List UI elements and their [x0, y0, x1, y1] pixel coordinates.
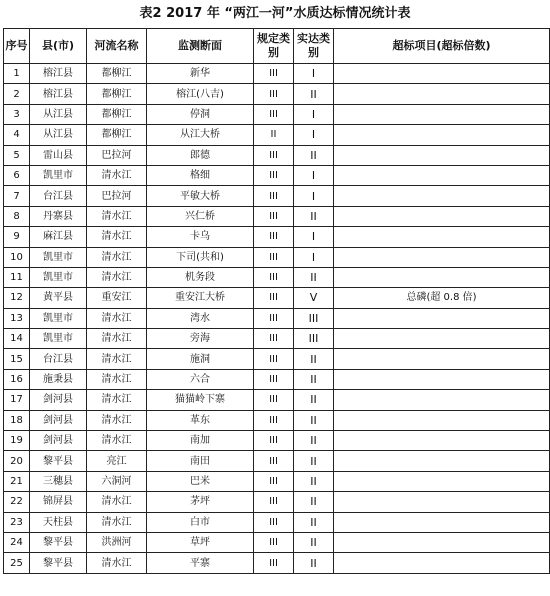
cell-section: 从江大桥 [147, 125, 254, 145]
cell-section: 新华 [147, 64, 254, 84]
cell-county: 黄平县 [30, 288, 87, 308]
cell-county: 黎平县 [30, 553, 87, 573]
cell-required-class: III [254, 288, 294, 308]
table-row [4, 329, 550, 349]
table-row [4, 553, 550, 573]
cell-actual-class: I [294, 165, 334, 185]
cell-river: 都柳江 [87, 84, 147, 104]
table-row [4, 512, 550, 532]
cell-river: 清水江 [87, 206, 147, 226]
cell-river: 都柳江 [87, 125, 147, 145]
water-quality-table [3, 28, 550, 574]
cell-actual-class: I [294, 104, 334, 124]
cell-required-class: III [254, 206, 294, 226]
table-row [4, 145, 550, 165]
cell-no: 19 [4, 431, 30, 451]
cell-river: 清水江 [87, 431, 147, 451]
cell-no: 16 [4, 369, 30, 389]
cell-river: 都柳江 [87, 64, 147, 84]
cell-county: 从江县 [30, 104, 87, 124]
cell-exceed-items [334, 247, 550, 267]
header-actual-class: 实达类别 [294, 29, 334, 64]
table-row [4, 390, 550, 410]
cell-exceed-items [334, 349, 550, 369]
cell-no: 25 [4, 553, 30, 573]
cell-exceed-items [334, 451, 550, 471]
table-row [4, 431, 550, 451]
cell-required-class: III [254, 512, 294, 532]
cell-exceed-items [334, 492, 550, 512]
cell-required-class: III [254, 267, 294, 287]
cell-no: 14 [4, 329, 30, 349]
cell-county: 天柱县 [30, 512, 87, 532]
cell-river: 清水江 [87, 329, 147, 349]
cell-actual-class: I [294, 247, 334, 267]
cell-county: 雷山县 [30, 145, 87, 165]
cell-county: 凯里市 [30, 165, 87, 185]
cell-county: 凯里市 [30, 308, 87, 328]
cell-county: 施秉县 [30, 369, 87, 389]
cell-exceed-items [334, 532, 550, 552]
cell-actual-class: II [294, 349, 334, 369]
cell-required-class: III [254, 165, 294, 185]
cell-exceed-items [334, 145, 550, 165]
cell-no: 3 [4, 104, 30, 124]
cell-actual-class: II [294, 492, 334, 512]
cell-river: 清水江 [87, 390, 147, 410]
cell-actual-class: II [294, 390, 334, 410]
cell-exceed-items [334, 186, 550, 206]
cell-exceed-items [334, 410, 550, 430]
cell-exceed-items [334, 104, 550, 124]
cell-no: 21 [4, 471, 30, 491]
table-row [4, 451, 550, 471]
cell-exceed-items [334, 512, 550, 532]
cell-river: 清水江 [87, 308, 147, 328]
cell-required-class: III [254, 186, 294, 206]
cell-county: 剑河县 [30, 410, 87, 430]
cell-no: 13 [4, 308, 30, 328]
cell-section: 榕江(八吉) [147, 84, 254, 104]
cell-required-class: III [254, 431, 294, 451]
cell-section: 重安江大桥 [147, 288, 254, 308]
table-row [4, 267, 550, 287]
cell-actual-class: II [294, 471, 334, 491]
table-row [4, 288, 550, 308]
cell-river: 清水江 [87, 512, 147, 532]
cell-required-class: III [254, 227, 294, 247]
cell-section: 旁海 [147, 329, 254, 349]
cell-section: 南加 [147, 431, 254, 451]
cell-required-class: III [254, 471, 294, 491]
cell-no: 22 [4, 492, 30, 512]
cell-county: 剑河县 [30, 390, 87, 410]
cell-actual-class: II [294, 369, 334, 389]
cell-required-class: III [254, 104, 294, 124]
cell-river: 巴拉河 [87, 145, 147, 165]
table-row [4, 227, 550, 247]
header-section: 监测断面 [147, 29, 254, 64]
cell-section: 巴米 [147, 471, 254, 491]
cell-river: 清水江 [87, 247, 147, 267]
cell-actual-class: I [294, 227, 334, 247]
table-row [4, 410, 550, 430]
table-row [4, 492, 550, 512]
cell-required-class: III [254, 308, 294, 328]
cell-actual-class: II [294, 512, 334, 532]
cell-section: 茅坪 [147, 492, 254, 512]
cell-river: 清水江 [87, 492, 147, 512]
cell-no: 8 [4, 206, 30, 226]
cell-actual-class: I [294, 186, 334, 206]
cell-section: 平敏大桥 [147, 186, 254, 206]
cell-actual-class: III [294, 308, 334, 328]
cell-river: 亮江 [87, 451, 147, 471]
cell-no: 9 [4, 227, 30, 247]
cell-no: 6 [4, 165, 30, 185]
cell-county: 榕江县 [30, 64, 87, 84]
table-row [4, 165, 550, 185]
cell-county: 台江县 [30, 349, 87, 369]
table-row [4, 104, 550, 124]
cell-exceed-items [334, 84, 550, 104]
cell-actual-class: II [294, 410, 334, 430]
cell-section: 南田 [147, 451, 254, 471]
cell-exceed-items [334, 369, 550, 389]
cell-no: 12 [4, 288, 30, 308]
cell-county: 黎平县 [30, 532, 87, 552]
cell-actual-class: II [294, 451, 334, 471]
cell-required-class: III [254, 410, 294, 430]
cell-county: 麻江县 [30, 227, 87, 247]
cell-county: 凯里市 [30, 247, 87, 267]
cell-no: 7 [4, 186, 30, 206]
cell-required-class: III [254, 64, 294, 84]
cell-exceed-items [334, 165, 550, 185]
cell-actual-class: II [294, 431, 334, 451]
cell-section: 卡乌 [147, 227, 254, 247]
cell-county: 台江县 [30, 186, 87, 206]
cell-required-class: III [254, 84, 294, 104]
cell-river: 清水江 [87, 369, 147, 389]
cell-actual-class: II [294, 532, 334, 552]
cell-section: 革东 [147, 410, 254, 430]
cell-county: 凯里市 [30, 329, 87, 349]
table-row [4, 64, 550, 84]
cell-required-class: III [254, 349, 294, 369]
cell-exceed-items [334, 64, 550, 84]
cell-actual-class: II [294, 267, 334, 287]
cell-river: 洪洲河 [87, 532, 147, 552]
cell-section: 六合 [147, 369, 254, 389]
cell-no: 24 [4, 532, 30, 552]
cell-exceed-items: 总磷(超 0.8 倍) [334, 288, 550, 308]
cell-required-class: III [254, 532, 294, 552]
cell-river: 清水江 [87, 349, 147, 369]
cell-exceed-items [334, 227, 550, 247]
header-exceed-items: 超标项目(超标倍数) [334, 29, 550, 64]
cell-county: 凯里市 [30, 267, 87, 287]
cell-exceed-items [334, 553, 550, 573]
cell-section: 格细 [147, 165, 254, 185]
cell-river: 清水江 [87, 227, 147, 247]
cell-required-class: II [254, 125, 294, 145]
cell-no: 18 [4, 410, 30, 430]
table-body [4, 64, 550, 574]
cell-no: 2 [4, 84, 30, 104]
header-required-class: 规定类别 [254, 29, 294, 64]
cell-river: 重安江 [87, 288, 147, 308]
table-row [4, 206, 550, 226]
table-row [4, 186, 550, 206]
cell-actual-class: I [294, 64, 334, 84]
cell-no: 15 [4, 349, 30, 369]
header-row [4, 29, 550, 64]
cell-required-class: III [254, 369, 294, 389]
cell-no: 17 [4, 390, 30, 410]
cell-river: 巴拉河 [87, 186, 147, 206]
header-county: 县(市) [30, 29, 87, 64]
cell-exceed-items [334, 431, 550, 451]
cell-no: 23 [4, 512, 30, 532]
cell-county: 榕江县 [30, 84, 87, 104]
cell-exceed-items [334, 390, 550, 410]
cell-county: 三穗县 [30, 471, 87, 491]
cell-section: 机务段 [147, 267, 254, 287]
cell-actual-class: II [294, 553, 334, 573]
cell-no: 11 [4, 267, 30, 287]
cell-required-class: III [254, 553, 294, 573]
cell-required-class: III [254, 145, 294, 165]
table-row [4, 125, 550, 145]
cell-exceed-items [334, 125, 550, 145]
cell-river: 清水江 [87, 267, 147, 287]
cell-section: 湾水 [147, 308, 254, 328]
cell-required-class: III [254, 492, 294, 512]
table-row [4, 532, 550, 552]
cell-actual-class: I [294, 125, 334, 145]
cell-no: 4 [4, 125, 30, 145]
table-row [4, 369, 550, 389]
cell-section: 下司(共和) [147, 247, 254, 267]
cell-no: 5 [4, 145, 30, 165]
cell-river: 清水江 [87, 410, 147, 430]
cell-required-class: III [254, 451, 294, 471]
cell-exceed-items [334, 206, 550, 226]
cell-required-class: III [254, 390, 294, 410]
cell-county: 剑河县 [30, 431, 87, 451]
cell-exceed-items [334, 267, 550, 287]
cell-required-class: III [254, 329, 294, 349]
table-row [4, 84, 550, 104]
cell-no: 10 [4, 247, 30, 267]
cell-county: 丹寨县 [30, 206, 87, 226]
cell-river: 六洞河 [87, 471, 147, 491]
cell-county: 黎平县 [30, 451, 87, 471]
cell-county: 锦屏县 [30, 492, 87, 512]
header-no: 序号 [4, 29, 30, 64]
cell-section: 兴仁桥 [147, 206, 254, 226]
cell-actual-class: II [294, 206, 334, 226]
cell-actual-class: II [294, 84, 334, 104]
table-row [4, 247, 550, 267]
cell-section: 平寨 [147, 553, 254, 573]
cell-actual-class: V [294, 288, 334, 308]
cell-no: 20 [4, 451, 30, 471]
cell-section: 猫猫岭下寨 [147, 390, 254, 410]
cell-river: 清水江 [87, 553, 147, 573]
cell-actual-class: II [294, 145, 334, 165]
cell-river: 清水江 [87, 165, 147, 185]
cell-required-class: III [254, 247, 294, 267]
cell-county: 从江县 [30, 125, 87, 145]
cell-actual-class: III [294, 329, 334, 349]
table-row [4, 349, 550, 369]
table-row [4, 308, 550, 328]
cell-section: 停洞 [147, 104, 254, 124]
cell-river: 都柳江 [87, 104, 147, 124]
cell-exceed-items [334, 308, 550, 328]
cell-no: 1 [4, 64, 30, 84]
cell-section: 施洞 [147, 349, 254, 369]
cell-section: 郎德 [147, 145, 254, 165]
header-river: 河流名称 [87, 29, 147, 64]
table-title: 表2 2017 年 “两江一河”水质达标情况统计表 [139, 6, 411, 21]
cell-section: 草坪 [147, 532, 254, 552]
cell-exceed-items [334, 329, 550, 349]
table-row [4, 471, 550, 491]
cell-section: 白市 [147, 512, 254, 532]
cell-exceed-items [334, 471, 550, 491]
